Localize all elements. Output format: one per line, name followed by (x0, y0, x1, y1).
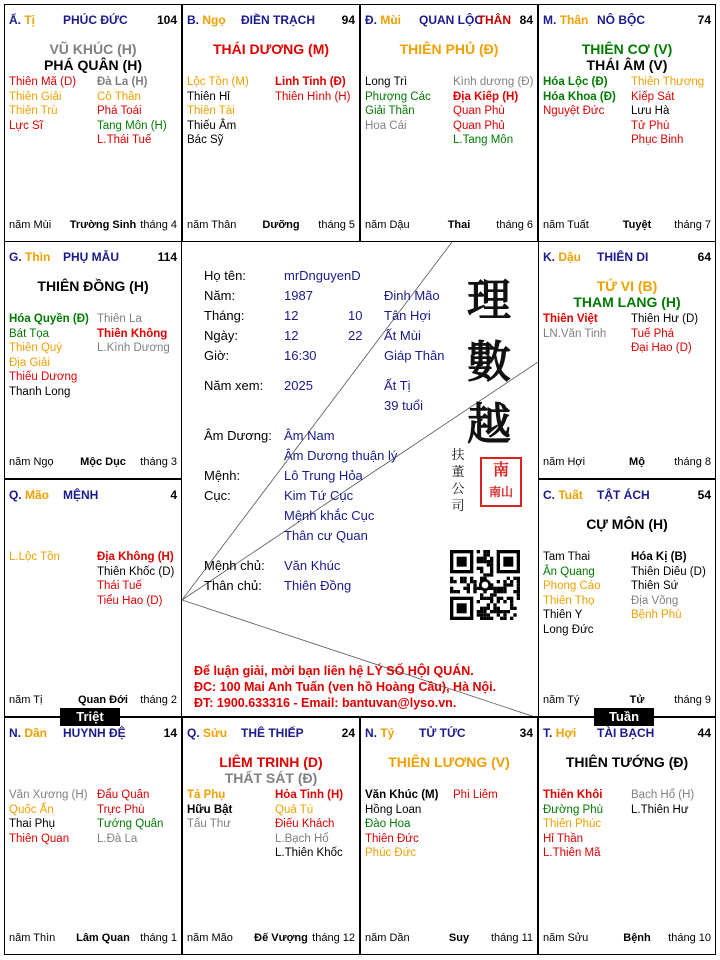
than-chu-value: Thiên Đồng (284, 578, 352, 593)
amduong-value: Âm Nam (284, 428, 335, 443)
minor-star: LN.Văn Tinh (543, 327, 607, 340)
major-star: CỰ MÔN (H) (586, 516, 668, 532)
minor-star: Hỏa Tinh (H) (275, 789, 344, 801)
stem-branch: K. Dậu (543, 250, 582, 264)
palace-age: 64 (697, 250, 711, 264)
minor-star: Thái Tuế (97, 580, 142, 592)
menh-chu-label: Mệnh chủ: (204, 558, 265, 573)
minor-star: L.Thiên Hư (631, 803, 689, 816)
minor-stars (543, 312, 711, 448)
palace-footer (543, 456, 711, 470)
stem-branch: B. Ngọ (187, 13, 226, 27)
minor-star: Địa Kiếp (H) (453, 90, 519, 103)
amduong-label: Âm Dương: (204, 428, 272, 443)
life-stage: Tử (629, 694, 645, 706)
day-lunar: 22 (348, 328, 363, 343)
palace-month: tháng 2 (140, 694, 177, 706)
minor-stars (9, 312, 177, 448)
major-star: THIÊN CƠ (V) (581, 41, 673, 57)
minor-star: Lực Sĩ (9, 119, 43, 132)
major-star: LIÊM TRINH (D) (219, 754, 323, 770)
minor-stars (9, 550, 177, 686)
palace-name: QUAN LỘC (419, 13, 483, 27)
minor-star: Thiên Không (97, 327, 168, 340)
palace-year: năm Ngọ (9, 456, 54, 468)
minor-stars (187, 788, 355, 924)
palace-name: HUYNH ĐỆ (63, 726, 126, 740)
stem-branch: G. Thìn (9, 250, 51, 264)
hour-label: Giờ: (204, 348, 230, 363)
palace-age: 44 (697, 726, 711, 740)
life-stage: Bệnh (623, 932, 651, 944)
minor-star: Trực Phù (97, 803, 145, 816)
name-label: Họ tên: (204, 268, 246, 283)
minor-star: Bạch Hổ (H) (631, 789, 695, 801)
palace-footer (9, 932, 177, 946)
minor-star: Hỉ Thần (543, 832, 584, 845)
minor-star: Long Đức (543, 623, 594, 636)
minor-star: Phi Liêm (453, 789, 498, 801)
name-value: mrDnguyenD (284, 268, 361, 283)
minor-star: Tử Phù (631, 119, 670, 132)
palace-footer (9, 694, 177, 708)
major-stars (365, 754, 533, 770)
major-star: PHÁ QUÂN (H) (44, 57, 142, 73)
minor-star: Cô Thần (97, 90, 141, 103)
stem-branch: Đ. Mùi (365, 13, 402, 27)
minor-star: Hóa Kị (B) (631, 551, 687, 563)
life-stage: Quan Đới (78, 694, 128, 706)
minor-star: Thiên Mã (D) (9, 76, 77, 88)
palace-age: 34 (519, 726, 533, 740)
palace-header (543, 13, 711, 27)
major-star: THẤT SÁT (Đ) (224, 770, 318, 786)
minor-star: Lộc Tồn (M) (187, 76, 249, 88)
palace-name: THÊ THIẾP (241, 726, 304, 740)
major-star: THÁI ÂM (V) (586, 57, 668, 73)
minor-star: Phục Binh (631, 134, 684, 146)
logo-subtext: 扶 董 公 司 (451, 448, 465, 514)
minor-star: Văn Xương (H) (9, 789, 88, 801)
life-stage: Thai (447, 219, 471, 231)
red-seal-stamp: 南 南山 (480, 457, 522, 507)
amduong-note: Âm Dương thuận lý (284, 448, 398, 463)
palace-month: tháng 7 (674, 219, 711, 231)
minor-star: Tam Thai (543, 551, 591, 563)
palace-tuat[interactable] (538, 479, 716, 717)
tuan-tag: Tuần (594, 708, 654, 726)
palace-header (365, 13, 533, 27)
logo-char: 數 (467, 337, 511, 388)
palace-than[interactable] (538, 4, 716, 242)
palace-header (543, 488, 711, 502)
minor-star: Thiếu Âm (187, 119, 237, 132)
major-stars (187, 754, 355, 786)
palace-footer (9, 219, 177, 233)
palace-year: năm Tuất (543, 219, 589, 231)
major-star: TỬ VI (B) (596, 278, 658, 294)
palace-thin[interactable] (4, 241, 182, 479)
palace-header (187, 13, 355, 27)
stem-branch: Q. Sửu (187, 726, 228, 740)
minor-star: L.Tang Môn (453, 134, 514, 146)
logo-char: 理 (467, 275, 511, 326)
minor-stars (365, 75, 533, 211)
minor-star: Nguyệt Đức (543, 105, 605, 117)
view-year-value: 2025 (284, 378, 313, 393)
minor-star: Kình dương (Đ) (453, 76, 534, 88)
major-star: THIÊN PHỦ (Đ) (399, 41, 499, 57)
palace-name: PHÚC ĐỨC (63, 13, 128, 27)
horoscope-chart (4, 4, 716, 956)
stem-branch: Q. Mão (9, 488, 50, 502)
hour-value: 16:30 (284, 348, 317, 363)
minor-star: Thiên Khốc (D) (97, 565, 175, 578)
palace-year: năm Dần (365, 932, 410, 944)
palace-name: ĐIỀN TRẠCH (241, 13, 315, 27)
minor-star: Tướng Quân (97, 818, 164, 830)
minor-star: Thiên Y (543, 609, 583, 621)
palace-header (187, 726, 355, 740)
palace-footer (187, 932, 355, 946)
major-stars (543, 754, 711, 770)
palace-month: tháng 11 (490, 932, 533, 944)
minor-star: L.Thái Tuế (97, 134, 152, 146)
palace-age: 114 (157, 250, 177, 264)
center-info-panel (182, 241, 538, 717)
stem-branch: N. Dần (9, 726, 48, 740)
minor-star: Địa Võng (631, 594, 679, 607)
minor-star: Lưu Hà (631, 105, 670, 117)
palace-name: PHỤ MẪU (63, 250, 119, 264)
day-label: Ngày: (204, 328, 238, 343)
major-star: THAM LANG (H) (573, 294, 681, 310)
minor-star: Quan Phù (453, 105, 505, 117)
minor-star: Thiếu Dương (9, 371, 78, 383)
major-stars (543, 278, 711, 310)
year-value: 1987 (284, 288, 313, 303)
minor-star: L.Đà La (97, 832, 138, 845)
than-marker: THÂN (477, 13, 511, 27)
palace-month: tháng 12 (312, 932, 355, 944)
palace-month: tháng 9 (674, 694, 711, 706)
palace-header (9, 13, 177, 27)
palace-name: MỆNH (63, 488, 99, 502)
cuc-note: Mệnh khắc Cục (284, 508, 375, 523)
palace-hoi[interactable] (538, 717, 716, 955)
than-chu-label: Thân chủ: (204, 578, 262, 593)
age-value: 39 tuổi (384, 398, 424, 413)
menh-chu-value: Văn Khúc (284, 558, 341, 573)
logo-char: 越 (467, 399, 511, 450)
minor-star: Thiên Thọ (543, 594, 595, 607)
minor-star: L.Kình Dương (97, 342, 170, 354)
minor-star: Đại Hao (D) (631, 342, 692, 354)
life-stage: Suy (448, 932, 470, 944)
minor-star: Linh Tinh (Đ) (275, 76, 346, 88)
minor-stars (543, 550, 711, 686)
palace-header (365, 726, 533, 740)
minor-star: Thiên Hỉ (187, 90, 230, 103)
major-star: THIÊN LƯƠNG (V) (388, 754, 510, 770)
minor-star: Đẩu Quân (97, 789, 150, 801)
minor-star: Quốc Ấn (9, 803, 54, 816)
palace-year: năm Mùi (9, 219, 52, 231)
minor-star: Điếu Khách (275, 818, 335, 830)
minor-star: Tả Phụ (187, 789, 226, 801)
minor-star: Phúc Đức (365, 847, 417, 859)
palace-month: tháng 1 (140, 932, 177, 944)
minor-star: Địa Giải (9, 356, 50, 369)
minor-star: Tang Môn (H) (97, 119, 167, 132)
minor-star: Địa Không (H) (97, 551, 174, 563)
life-stage: Mộc Dục (80, 456, 126, 468)
palace-month: tháng 4 (140, 219, 177, 231)
minor-star: Phá Toái (97, 105, 142, 117)
palace-footer (543, 219, 711, 233)
minor-star: Thiên Thương (631, 76, 705, 88)
palace-year: năm Tị (9, 694, 43, 706)
palace-name: THIÊN DI (597, 250, 649, 264)
day-can: Ất Mùi (384, 328, 421, 343)
stem-branch: C. Tuất (543, 488, 583, 502)
palace-name: TỬ TỨC (419, 726, 466, 740)
palace-age: 74 (697, 13, 711, 27)
stem-branch: Ấ. Tị (9, 13, 36, 27)
minor-star: Hữu Bật (187, 803, 233, 816)
minor-star: Long Trì (365, 76, 408, 88)
palace-footer (365, 219, 533, 233)
minor-star: Phượng Các (365, 90, 431, 103)
view-year-label: Năm xem: (204, 378, 264, 393)
palace-age: 54 (697, 488, 711, 502)
stem-branch: N. Tý (365, 726, 395, 740)
palace-name: TẬT ÁCH (597, 488, 650, 502)
palace-footer (365, 932, 533, 946)
minor-star: L.Bạch Hổ (275, 832, 329, 845)
minor-star: Tuế Phá (631, 327, 675, 340)
palace-header (543, 250, 711, 264)
minor-star: Tiểu Hao (D) (97, 594, 163, 607)
minor-star: Hóa Lộc (Đ) (543, 76, 608, 88)
minor-star: L.Thiên Mã (543, 847, 601, 859)
cuc-value: Kim Tứ Cục (284, 488, 354, 503)
minor-star: Quan Phủ (453, 119, 505, 132)
contact-line-2: ĐC: 100 Mai Anh Tuấn (ven hồ Hoàng Cầu), Hà Nội. (194, 680, 497, 694)
major-stars (365, 41, 533, 57)
minor-star: Hoa Cái (365, 119, 407, 132)
palace-age: 14 (163, 726, 177, 740)
minor-stars (543, 788, 711, 924)
palace-age: 84 (519, 13, 533, 27)
palace-ty2[interactable] (360, 717, 538, 955)
palace-header (9, 726, 177, 740)
minor-star: Thiên La (97, 313, 142, 325)
palace-month: tháng 3 (140, 456, 177, 468)
major-star: THIÊN TƯỚNG (Đ) (565, 754, 689, 770)
minor-star: Thiên Việt (543, 313, 598, 325)
minor-star: Bát Tọa (9, 327, 50, 340)
month-solar: 12 (284, 308, 299, 323)
life-stage: Lâm Quan (76, 932, 130, 944)
major-stars (9, 41, 177, 73)
palace-footer (187, 219, 355, 233)
palace-header (543, 726, 711, 740)
minor-stars (365, 788, 533, 924)
palace-dan[interactable] (4, 717, 182, 955)
minor-star: Đường Phù (543, 803, 603, 816)
minor-star: Đà La (H) (97, 76, 148, 88)
life-stage: Mộ (629, 456, 645, 468)
major-star: VŨ KHÚC (H) (49, 41, 137, 57)
palace-name: TÀI BẠCH (597, 726, 655, 740)
major-star: THIÊN ĐỒNG (H) (37, 278, 149, 294)
palace-month: tháng 10 (668, 932, 711, 944)
minor-star: L.Thiên Khốc (275, 847, 343, 859)
palace-age: 24 (341, 726, 355, 740)
palace-month: tháng 6 (496, 219, 533, 231)
palace-year: năm Sửu (543, 932, 589, 944)
contact-line-1: Để luận giải, mời bạn liên hệ LÝ SỐ HỘI QUÁN. (194, 664, 474, 678)
palace-age: 94 (341, 13, 355, 27)
minor-stars (187, 75, 355, 211)
palace-age: 104 (156, 13, 177, 27)
minor-stars (9, 75, 177, 211)
stem-branch: M. Thân (543, 13, 589, 27)
palace-ty[interactable] (4, 4, 182, 242)
stem-branch: T. Hợi (543, 726, 577, 740)
minor-star: Hồng Loan (365, 803, 422, 816)
palace-ngo[interactable] (182, 4, 360, 242)
palace-mao[interactable] (4, 479, 182, 717)
minor-star: Thiên Quý (9, 342, 63, 354)
minor-star: Giải Thần (365, 105, 415, 117)
palace-month: tháng 8 (674, 456, 711, 468)
palace-footer (543, 694, 711, 708)
palace-mui[interactable] (360, 4, 538, 242)
menh-value: Lô Trung Hỏa (284, 468, 363, 483)
minor-star: Thiên Tài (187, 105, 235, 117)
major-star: THÁI DƯƠNG (M) (212, 41, 330, 57)
palace-year: năm Hợi (543, 456, 586, 468)
major-stars (543, 516, 711, 532)
qr-code-icon[interactable] (450, 550, 520, 620)
palace-name: NÔ BỘC (597, 13, 645, 27)
year-can: Đinh Mão (384, 288, 440, 303)
minor-star: Thiên Quan (9, 832, 70, 845)
minor-star: Thiên Diêu (D) (631, 565, 706, 578)
palace-age: 4 (170, 488, 177, 502)
day-solar: 12 (284, 328, 299, 343)
month-label: Tháng: (204, 308, 245, 323)
life-stage: Đế Vượng (254, 932, 308, 944)
life-stage: Dưỡng (262, 219, 300, 231)
minor-star: Thiên Khôi (543, 789, 603, 801)
minor-stars (9, 788, 177, 924)
minor-star: Ân Quang (543, 565, 595, 578)
major-stars (543, 41, 711, 73)
minor-star: Kiếp Sát (631, 90, 675, 103)
palace-dau[interactable] (538, 241, 716, 479)
major-stars (187, 41, 355, 57)
palace-header (9, 488, 177, 502)
minor-star: Bác Sỹ (187, 134, 224, 146)
life-stage: Tuyệt (622, 219, 652, 231)
minor-star: Phong Cáo (543, 580, 601, 592)
palace-header (9, 250, 177, 264)
month-can: Tân Hợi (384, 308, 431, 323)
minor-star: Thiên Sứ (631, 580, 679, 592)
month-lunar: 10 (348, 308, 363, 323)
minor-star: Văn Khúc (M) (365, 789, 439, 801)
view-year-can: Ất Tị (384, 378, 411, 393)
minor-star: Thiên Giải (9, 90, 62, 103)
minor-star: Thiên Trù (9, 105, 58, 117)
year-label: Năm: (204, 288, 236, 303)
minor-star: Tấu Thư (187, 818, 231, 830)
life-stage: Trường Sinh (69, 219, 137, 231)
hour-can: Giáp Thân (384, 348, 445, 363)
palace-year: năm Dậu (365, 219, 410, 231)
palace-footer (9, 456, 177, 470)
minor-star: Thiên Đức (365, 832, 419, 845)
minor-star: Hóa Khoa (Đ) (543, 90, 616, 103)
minor-star: Bệnh Phù (631, 609, 682, 621)
minor-star: Thanh Long (9, 385, 71, 398)
major-stars (9, 278, 177, 294)
minor-star: Thiên Hư (D) (631, 313, 699, 325)
than-cu: Thân cư Quan (284, 528, 368, 543)
palace-footer (543, 932, 711, 946)
palace-year: năm Thân (187, 219, 237, 231)
menh-label: Mệnh: (204, 468, 241, 483)
minor-star: Hóa Quyền (Đ) (9, 313, 89, 325)
minor-stars (543, 75, 711, 211)
contact-line-3[interactable]: ĐT: 1900.633316 - Email: bantuvan@lyso.vn. (194, 696, 457, 710)
palace-year: năm Mão (187, 932, 233, 944)
palace-year: năm Tý (543, 694, 580, 706)
minor-star: Đào Hoa (365, 818, 411, 830)
minor-star: L.Lộc Tồn (9, 551, 60, 563)
minor-star: Thiên Phúc (543, 818, 602, 830)
cuc-label: Cục: (204, 488, 231, 503)
palace-month: tháng 5 (318, 219, 355, 231)
palace-suu[interactable] (182, 717, 360, 955)
palace-year: năm Thìn (9, 932, 56, 944)
triet-tag: Triệt (60, 708, 120, 726)
minor-star: Quả Tú (275, 803, 314, 816)
minor-star: Thai Phụ (9, 818, 56, 830)
minor-star: Thiên Hình (H) (275, 90, 351, 103)
